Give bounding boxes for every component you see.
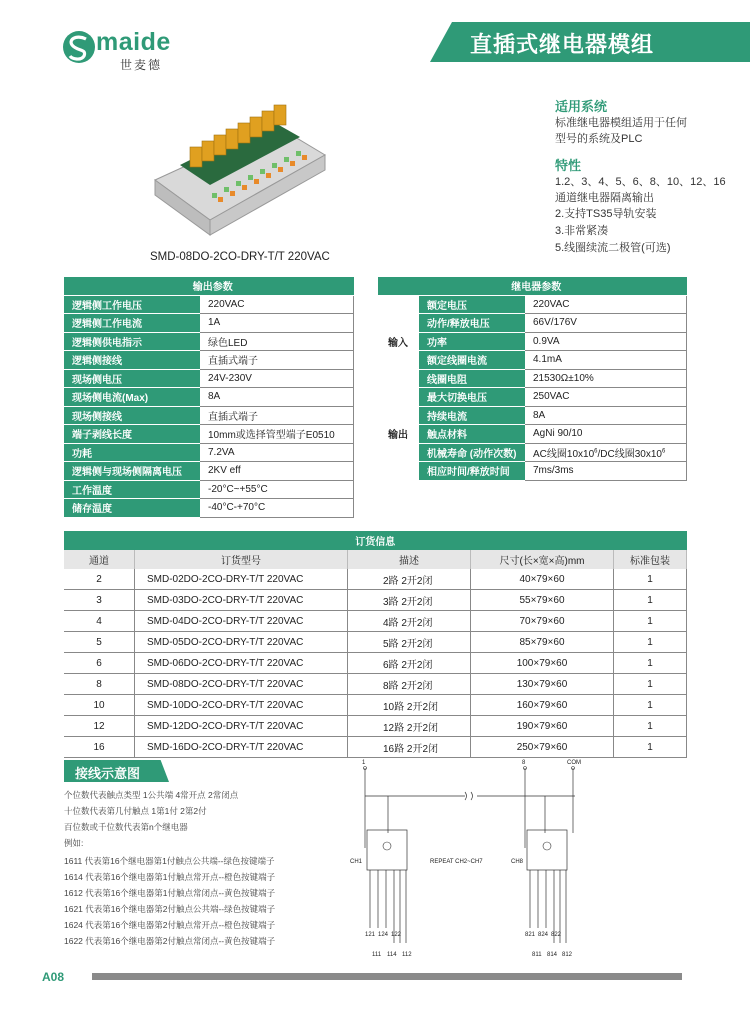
relay-params-table — [378, 277, 687, 481]
terminal-label: 814 — [547, 952, 558, 958]
param-label: 现场侧接线 — [64, 406, 200, 425]
cell-model: SMD-12DO-2CO-DRY-T/T 220VAC — [135, 716, 348, 737]
cell-pack: 1 — [614, 569, 687, 590]
table-row — [64, 737, 687, 758]
table-row — [64, 716, 687, 737]
cell-channel: 16 — [64, 737, 135, 758]
relay-value: 4.1mA — [525, 351, 687, 370]
diagram-input-1: 1 — [362, 760, 366, 766]
param-label: 端子剥线长度 — [64, 425, 200, 444]
terminal-label: 111 — [372, 952, 382, 958]
col-header: 尺寸(长×宽×高)mm — [471, 550, 614, 569]
brand-name: maide — [96, 28, 171, 56]
brand-logo — [62, 26, 172, 72]
col-header: 订货型号 — [135, 550, 348, 569]
relay-label: 额定线圈电流 — [419, 351, 526, 370]
relay-label: 触点材料 — [419, 425, 526, 444]
cell-size: 130×79×60 — [471, 674, 614, 695]
cell-desc: 10路 2开2闭 — [348, 695, 471, 716]
terminal-label: 124 — [378, 932, 389, 938]
cell-desc: 2路 2开2闭 — [348, 569, 471, 590]
cell-channel: 4 — [64, 611, 135, 632]
features-heading: 特性 — [555, 158, 582, 173]
relay-params-header: 继电器参数 — [378, 277, 687, 295]
relay-value: 8A — [525, 406, 687, 425]
feature-item: 5.线圈续流二极管(可选) — [555, 242, 671, 254]
param-label: 逻辑侧供电指示 — [64, 332, 200, 351]
page-number: A08 — [42, 970, 65, 984]
cell-pack: 1 — [614, 590, 687, 611]
param-value: 绿色LED — [200, 332, 354, 351]
param-value: 直插式端子 — [200, 406, 354, 425]
cell-channel: 8 — [64, 674, 135, 695]
param-label: 储存温度 — [64, 499, 200, 518]
wiring-title: 接线示意图 — [75, 766, 141, 781]
cell-model: SMD-04DO-2CO-DRY-T/T 220VAC — [135, 611, 348, 632]
wiring-note: 1611 代表第16个继电器第1付触点公共端--绿色按键端子 — [64, 856, 275, 866]
cell-desc: 6路 2开2闭 — [348, 653, 471, 674]
relay-label: 动作/释放电压 — [419, 314, 526, 333]
relay-label: 相应时间/释放时间 — [419, 462, 526, 481]
table-row — [64, 653, 687, 674]
order-info-table — [64, 531, 687, 758]
cell-pack: 1 — [614, 716, 687, 737]
terminal-label: 812 — [562, 952, 573, 958]
cell-desc: 16路 2开2闭 — [348, 737, 471, 758]
life-exp: 6 — [594, 448, 598, 455]
feature-item: 通道继电器隔离输出 — [555, 192, 654, 204]
wiring-note: 1621 代表第16个继电器第2付触点公共端--绿色按键端子 — [64, 904, 276, 914]
cell-desc: 3路 2开2闭 — [348, 590, 471, 611]
cell-size: 160×79×60 — [471, 695, 614, 716]
param-value: 8A — [200, 388, 354, 407]
cell-pack: 1 — [614, 611, 687, 632]
table-row — [64, 632, 687, 653]
output-params-header: 输出参数 — [64, 277, 354, 295]
table-row — [64, 569, 687, 590]
relay-label: 机械寿命 (动作次数) — [419, 443, 526, 462]
cell-desc: 4路 2开2闭 — [348, 611, 471, 632]
relay-value: 7ms/3ms — [525, 462, 687, 481]
cell-pack: 1 — [614, 653, 687, 674]
terminal-label: 811 — [532, 952, 542, 958]
terminal-label: 114 — [387, 952, 397, 958]
cell-pack: 1 — [614, 632, 687, 653]
cell-channel: 12 — [64, 716, 135, 737]
relay-label: 额定电压 — [419, 295, 526, 314]
group-input: 输入 — [378, 295, 419, 388]
param-label: 逻辑侧工作电压 — [64, 295, 200, 314]
table-row — [64, 695, 687, 716]
wiring-note: 1622 代表第16个继电器第2付触点常闭点--黄色按键端子 — [64, 936, 276, 946]
cell-size: 85×79×60 — [471, 632, 614, 653]
life-exp: 6 — [661, 448, 666, 455]
table-row — [64, 611, 687, 632]
feature-item: 1.2、3、4、5、6、8、10、12、16 — [555, 176, 726, 188]
wiring-note: 1612 代表第16个继电器第1付触点常闭点--黄色按键端子 — [64, 888, 276, 898]
wiring-note: 十位数代表第几付触点 1第1付 2第2付 — [64, 806, 207, 816]
wiring-note: 个位数代表触点类型 1公共端 4常开点 2常闭点 — [64, 790, 239, 800]
cell-channel: 10 — [64, 695, 135, 716]
terminal-label: 112 — [402, 952, 412, 958]
life-dc: /DC线圈30x10 — [597, 448, 662, 460]
cell-desc: 12路 2开2闭 — [348, 716, 471, 737]
relay-value: 66V/176V — [525, 314, 687, 333]
cell-desc: 5路 2开2闭 — [348, 632, 471, 653]
wiring-note: 1624 代表第16个继电器第2付触点常开点--橙色按键端子 — [64, 920, 276, 930]
relay-value: 21530Ω±10% — [525, 369, 687, 388]
param-value: 10mm或选择管型端子E0510 — [200, 425, 354, 444]
col-header: 通道 — [64, 550, 135, 569]
cell-channel: 3 — [64, 590, 135, 611]
terminal-label: 122 — [391, 932, 402, 938]
terminal-label: 824 — [538, 932, 549, 938]
param-value: 直插式端子 — [200, 351, 354, 370]
relay-label: 线圈电阻 — [419, 369, 526, 388]
param-value: 220VAC — [200, 295, 354, 314]
cell-channel: 5 — [64, 632, 135, 653]
relay-value — [525, 443, 687, 462]
application-text-1: 标准继电器模组适用于任何 — [555, 117, 687, 129]
application-text-2: 型号的系统及PLC — [555, 133, 643, 145]
table-row — [64, 674, 687, 695]
cell-size: 70×79×60 — [471, 611, 614, 632]
relay-label: 最大切换电压 — [419, 388, 526, 407]
page-title: 直插式继电器模组 — [470, 32, 655, 57]
wiring-note: 1614 代表第16个继电器第1付触点常开点--橙色按键端子 — [64, 872, 276, 882]
param-value: -20°C~+55°C — [200, 480, 354, 499]
terminal-label: 821 — [525, 932, 536, 938]
param-label: 功耗 — [64, 443, 200, 462]
cell-model: SMD-10DO-2CO-DRY-T/T 220VAC — [135, 695, 348, 716]
wiring-note: 百位数或千位数代表第n个继电器 — [64, 822, 188, 832]
wiring-diagram — [345, 758, 690, 963]
wiring-note: 例如: — [64, 838, 84, 848]
cell-size: 40×79×60 — [471, 569, 614, 590]
relay-value: 250VAC — [525, 388, 687, 407]
relay-value: 0.9VA — [525, 332, 687, 351]
brand-name-cn: 世麦德 — [120, 58, 163, 72]
diagram-ch1: CH1 — [350, 859, 363, 865]
cell-model: SMD-06DO-2CO-DRY-T/T 220VAC — [135, 653, 348, 674]
order-info-header: 订货信息 — [64, 531, 687, 550]
cell-model: SMD-02DO-2CO-DRY-T/T 220VAC — [135, 569, 348, 590]
terminal-label: 121 — [365, 932, 376, 938]
group-output: 输出 — [378, 388, 419, 481]
relay-module-image — [150, 95, 330, 245]
cell-pack: 1 — [614, 695, 687, 716]
cell-channel: 6 — [64, 653, 135, 674]
param-label: 工作温度 — [64, 480, 200, 499]
footer-bar — [92, 973, 682, 980]
output-params-table — [64, 277, 354, 518]
logo-swirl-icon — [62, 30, 96, 64]
relay-label: 功率 — [419, 332, 526, 351]
param-label: 逻辑侧工作电流 — [64, 314, 200, 333]
cell-size: 100×79×60 — [471, 653, 614, 674]
relay-value: AgNi 90/10 — [525, 425, 687, 444]
param-value: 7.2VA — [200, 443, 354, 462]
param-value: 2KV eff — [200, 462, 354, 481]
application-heading: 适用系统 — [555, 99, 608, 114]
col-header: 描述 — [348, 550, 471, 569]
cell-size: 250×79×60 — [471, 737, 614, 758]
param-value: 1A — [200, 314, 354, 333]
diagram-repeat: REPEAT CH2~CH7 — [430, 859, 483, 865]
cell-size: 55×79×60 — [471, 590, 614, 611]
param-label: 逻辑侧接线 — [64, 351, 200, 370]
cell-model: SMD-08DO-2CO-DRY-T/T 220VAC — [135, 674, 348, 695]
cell-pack: 1 — [614, 674, 687, 695]
table-row — [64, 590, 687, 611]
col-header: 标准包装 — [614, 550, 687, 569]
terminal-label: 822 — [551, 932, 562, 938]
cell-desc: 8路 2开2闭 — [348, 674, 471, 695]
life-ac: AC线圈10x10 — [533, 448, 595, 460]
param-label: 逻辑侧与现场侧隔离电压 — [64, 462, 200, 481]
feature-item: 2.支持TS35导轨安装 — [555, 208, 657, 220]
param-label: 现场侧电流(Max) — [64, 388, 200, 407]
cell-model: SMD-16DO-2CO-DRY-T/T 220VAC — [135, 737, 348, 758]
diagram-input-8: 8 — [522, 760, 526, 766]
relay-label: 持续电流 — [419, 406, 526, 425]
diagram-com: COM — [567, 760, 581, 766]
cell-pack: 1 — [614, 737, 687, 758]
cell-size: 190×79×60 — [471, 716, 614, 737]
param-label: 现场侧电压 — [64, 369, 200, 388]
param-value: -40°C-+70°C — [200, 499, 354, 518]
param-value: 24V-230V — [200, 369, 354, 388]
diagram-ch8: CH8 — [511, 859, 524, 865]
cell-model: SMD-03DO-2CO-DRY-T/T 220VAC — [135, 590, 348, 611]
product-caption: SMD-08DO-2CO-DRY-T/T 220VAC — [150, 251, 330, 263]
feature-item: 3.非常紧凑 — [555, 225, 609, 237]
cell-channel: 2 — [64, 569, 135, 590]
cell-model: SMD-05DO-2CO-DRY-T/T 220VAC — [135, 632, 348, 653]
relay-value: 220VAC — [525, 295, 687, 314]
